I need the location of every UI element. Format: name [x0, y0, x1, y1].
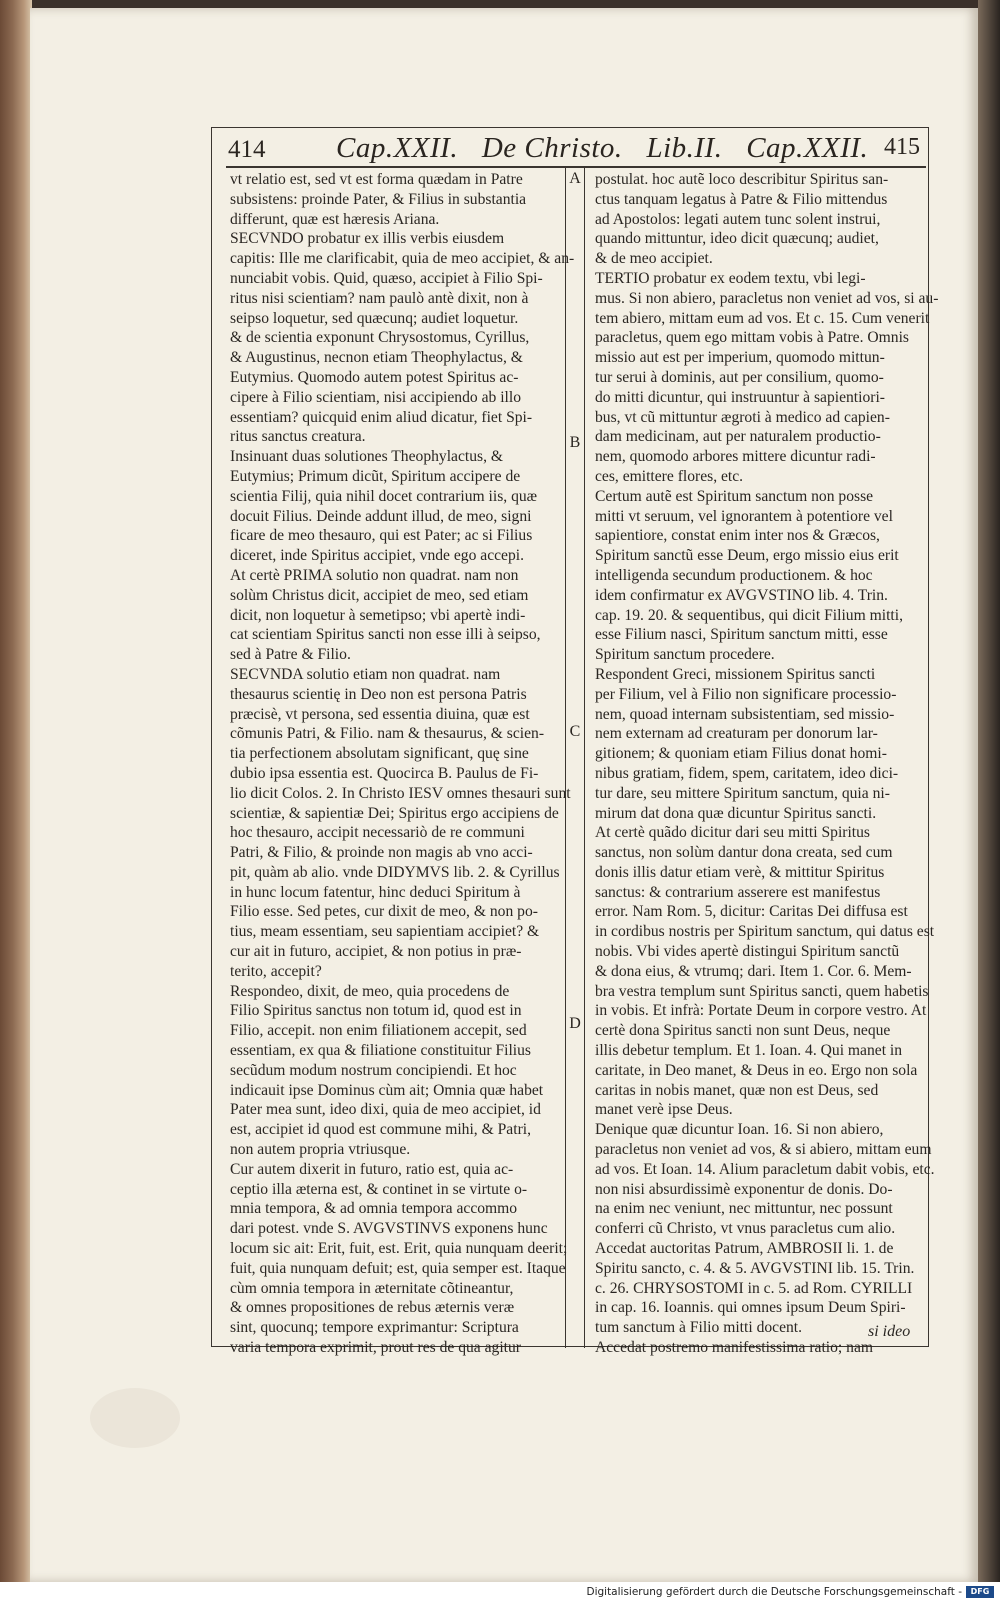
- text-line: tur dare, seu mittere Spiritum sanctum, quia ni-: [595, 784, 890, 802]
- text-line: Denique quæ dicuntur Ioan. 16. Si non abiero,: [595, 1121, 884, 1139]
- text-line: Certum autẽ est Spiritum sanctum non posse: [595, 487, 874, 505]
- text-line: est, accipiet id quod est commune mihi, & Patri,: [230, 1121, 531, 1139]
- running-title-part: Cap.XXII.: [336, 132, 459, 164]
- margin-mark: A: [569, 170, 581, 187]
- text-line: intelligenda secundum productionem. & hoc: [595, 566, 873, 584]
- text-line: sint, quocunq; tempore exprimantur: Scriptura: [230, 1319, 519, 1337]
- text-line: Filio, accepit. non enim filiationem accepit, sed: [230, 1022, 527, 1040]
- text-line: paracletus non veniet ad vos, & si abiero, mittam eum: [595, 1141, 932, 1159]
- text-line: TERTIO probatur ex eodem textu, vbi legi-: [595, 269, 866, 287]
- text-line: caritate, in Deo manet, & Deus in eo. Ergo non sola: [595, 1061, 918, 1079]
- page-edge: [978, 0, 1000, 1582]
- text-line: cap. 19. 20. & sequentibus, qui dicit Filium mitti,: [595, 606, 903, 624]
- text-line: c. 26. CHRYSOSTOMI in c. 5. ad Rom. CYRILLI: [595, 1279, 913, 1297]
- text-line: essentiam? quicquid enim aliud dicatur, fiet Spi-: [230, 408, 533, 426]
- text-line: terito, accepit?: [230, 962, 322, 980]
- text-line: lio dicit Colos. 2. In Christo IESV omnes thesauri sunt: [230, 784, 571, 802]
- text-line: & de scientia exponunt Chrysostomus, Cyrillus,: [230, 329, 530, 347]
- text-line: Eutymius; Primum dicũt, Spiritum accipere de: [230, 467, 521, 485]
- running-title-part: Lib.II.: [646, 132, 723, 164]
- text-line: seipso loquetur, sed quæcunq; audiet loquetur.: [230, 309, 519, 327]
- text-line: cat scientiam Spiritus sancti non esse illi à seipso,: [230, 626, 541, 644]
- footer-bar: [0, 1582, 1000, 1603]
- text-line: Spiritum sanctum procedere.: [595, 646, 775, 664]
- text-line: locum sic ait: Erit, fuit, est. Erit, quia nunquam deerit;: [230, 1240, 568, 1258]
- text-line: solùm Christus dicit, accipiet de meo, sed etiam: [230, 586, 529, 604]
- text-line: ad Apostolos: legati autem tunc solent instrui,: [595, 210, 881, 228]
- book-spine: [0, 0, 32, 1582]
- text-line: mus. Si non abiero, paracletus non veniet ad vos, si au-: [595, 289, 939, 307]
- margin-mark: D: [569, 1015, 581, 1032]
- text-line: cõmunis Patri, & Filio. nam & thesaurus, & scien-: [230, 725, 545, 743]
- text-line: varia tempora exprimit, prout res de qua agitur: [230, 1339, 521, 1357]
- text-line: ceptio illa æterna est, & continet in se virtute o-: [230, 1180, 528, 1198]
- text-line: ficare de meo thesauro, qui est Pater; ac si Filius: [230, 527, 533, 545]
- text-line: Respondent Greci, missionem Spiritus sancti: [595, 665, 876, 683]
- text-line: idem confirmatur ex AVGVSTINO lib. 4. Trin.: [595, 586, 888, 604]
- margin-gutter: [565, 168, 585, 1348]
- text-line: do mitti dicuntur, qui instruuntur à sapientiori-: [595, 388, 885, 406]
- text-line: nem, quomodo arbores mittere dicuntur radi-: [595, 448, 876, 466]
- text-line: esse Filium nasci, Spiritum sanctum mitti, esse: [595, 626, 888, 644]
- text-line: præcisè, vt persona, sed essentia diuina, quæ est: [230, 705, 530, 723]
- text-line: cipere à Filio scientiam, nisi accipiendo ab illo: [230, 388, 521, 406]
- text-line: in vobis. Et infrà: Portate Deum in corpore vestro. At: [595, 1002, 927, 1020]
- text-line: thesaurus scientię in Deo non est persona Patris: [230, 685, 527, 703]
- text-line: dicit, non loquetur à semetipso; vbi apertè indi-: [230, 606, 526, 624]
- running-title: [336, 132, 869, 165]
- page-number-right: 415: [884, 134, 920, 160]
- text-line: & Augustinus, necnon etiam Theophylactus, &: [230, 349, 523, 367]
- text-line: capitis: Ille me clarificabit, quia de meo accipiet, & an-: [230, 250, 575, 268]
- text-line: docuit Filius. Deinde addunt illud, de meo, signi: [230, 507, 532, 525]
- text-line: SECVNDO probatur ex illis verbis eiusdem: [230, 230, 505, 248]
- text-line: vt relatio est, sed vt est forma quædam in Patre: [230, 171, 523, 188]
- text-line: non autem propria vtriusque.: [230, 1141, 411, 1159]
- text-line: diceret, inde Spiritus accipiet, vnde ego accepi.: [230, 547, 524, 565]
- margin-mark: B: [569, 434, 581, 451]
- text-line: tia perfectionem absolutam significant, quę sine: [230, 745, 529, 763]
- catchword: si ideo: [868, 1323, 911, 1340]
- text-line: scientia Filij, quia nihil docet contrarium iis, quæ: [230, 487, 538, 505]
- text-line: nem externam ad creaturam per donorum lar-: [595, 725, 878, 743]
- text-line: subsistens: proinde Pater, & Filius in substantia: [230, 190, 527, 208]
- page-number-left: 414: [228, 136, 266, 163]
- text-line: ritus nisi scientiam? nam paulò antè dixit, non à: [230, 289, 529, 307]
- text-line: At certè quãdo dicitur dari seu mitti Spiritus: [595, 824, 870, 842]
- text-line: & de meo accipiet.: [595, 250, 713, 268]
- text-line: Eutymius. Quomodo autem potest Spiritus ac-: [230, 368, 519, 386]
- text-line: Accedat auctoritas Patrum, AMBROSII li. 1. de: [595, 1240, 894, 1258]
- text-line: sanctus: & contrarium asserere est manifestus: [595, 883, 881, 901]
- running-title-part: Cap.XXII.: [746, 132, 869, 164]
- text-line: tem abiero, mittam eum ad vos. Et c. 15. Cum venerit: [595, 309, 930, 327]
- text-line: tius, meam essentiam, seu sapientiam accipiet? &: [230, 923, 540, 941]
- text-line: essentiam, ex qua & filiatione constituitur Filius: [230, 1042, 532, 1060]
- left-text-column: [230, 170, 575, 1357]
- text-line: in hunc locum fatentur, hinc deduci Spiritum à: [230, 883, 521, 901]
- text-line: mnia tempora, & ad omnia tempora accommo: [230, 1200, 518, 1218]
- text-line: manet verè ipse Deus.: [595, 1101, 733, 1119]
- text-line: nibus gratiam, fidem, spem, caritatem, ideo dici-: [595, 764, 899, 782]
- text-line: dam medicinam, aut per naturalem productio-: [595, 428, 881, 446]
- text-line: tum sanctum à Filio mitti docent.: [595, 1319, 803, 1337]
- text-line: error. Nam Rom. 5, dicitur: Caritas Dei diffusa est: [595, 903, 908, 921]
- text-line: tur serui à dominis, aut per consilium, quomo-: [595, 368, 884, 386]
- text-line: scientiæ, & sapientiæ Dei; Spiritus ergo accipiens de: [230, 804, 559, 822]
- text-line: dubio ipsa essentia est. Quocirca B. Paulus de Fi-: [230, 764, 539, 782]
- text-line: per Filium, vel à Filio non significare processio-: [595, 685, 897, 703]
- text-line: ctus tanquam legatus à Patre & Filio mittendus: [595, 190, 888, 208]
- dfg-logo: DFG: [966, 1586, 994, 1598]
- text-line: nunciabit vobis. Quid, quæso, accipiet à Filio Spi-: [230, 269, 543, 287]
- text-line: mitti vt seruum, vel ignorantem à potentiore vel: [595, 507, 893, 525]
- text-line: indicauit ipse Dominus cùm ait; Omnia quæ habet: [230, 1081, 544, 1099]
- text-line: in cap. 16. Ioannis. qui omnes ipsum Deum Spiri-: [595, 1299, 906, 1317]
- text-line: & dona eius, & vtrumq; dari. Item 1. Cor. 6. Mem-: [595, 962, 912, 980]
- text-line: paracletus, quem ego mittam vobis à Patre. Omnis: [595, 329, 909, 347]
- text-line: conferri cũ Christo, vt vnus paracletus cum alio.: [595, 1220, 896, 1238]
- text-line: bra vestra templum sunt Spiritus sancti, quem habetis: [595, 982, 929, 1000]
- text-line: na enim nec veniunt, nec mittuntur, nec possunt: [595, 1200, 893, 1218]
- text-line: quando mittuntur, ideo dicit quæcunq; audiet,: [595, 230, 879, 248]
- text-line: ritus sanctus creatura.: [230, 428, 366, 446]
- text-line: ces, emittere flores, etc.: [595, 467, 744, 485]
- text-line: certè dona Spiritus sancti non sunt Deus, neque: [595, 1022, 891, 1040]
- text-line: & omnes propositiones de rebus æternis veræ: [230, 1299, 515, 1317]
- text-line: postulat. hoc autẽ loco describitur Spiritus san-: [595, 171, 889, 188]
- text-line: fuit, quia nunquam defuit; est, quia semper est. Itaque: [230, 1259, 566, 1277]
- text-line: Patri, & Filio, & proinde non magis ab vno acci-: [230, 844, 533, 862]
- text-line: in cordibus nostris per Spiritum sanctum, qui datus est: [595, 923, 935, 941]
- funding-notice: Digitalisierung gefördert durch die Deutsche Forschungsgemeinschaft -: [586, 1586, 962, 1598]
- text-line: sed à Patre & Filio.: [230, 646, 351, 664]
- text-line: sapientiore, constat enim inter nos & Græcos,: [595, 527, 880, 545]
- text-line: hoc thesauro, accipit necessariò de re communi: [230, 824, 525, 842]
- text-line: donis illis datur etiam verè, & mittitur Spiritus: [595, 863, 885, 881]
- text-line: SECVNDA solutio etiam non quadrat. nam: [230, 665, 501, 683]
- text-line: dari potest. vnde S. AVGVSTINVS exponens hunc: [230, 1220, 548, 1238]
- running-header: [226, 132, 924, 166]
- text-line: missio aut est per imperium, quomodo mittun-: [595, 349, 885, 367]
- margin-mark: C: [569, 723, 581, 740]
- text-line: pit, quàm ab alio. vnde DIDYMVS lib. 2. & Cyrillus: [230, 863, 560, 881]
- text-line: Filio Spiritus sanctus non totum id, quod est in: [230, 1002, 522, 1020]
- text-line: illis debetur templum. Et 1. Ioan. 4. Qui manet in: [595, 1042, 903, 1060]
- text-line: secũdum modum nostrum concipiendi. Et hoc: [230, 1061, 517, 1079]
- text-line: Insinuant duas solutiones Theophylactus, &: [230, 448, 504, 466]
- text-line: nem, quoad internam subsistentiam, sed missio-: [595, 705, 895, 723]
- text-line: non nisi absurdissimè exponentur de donis. Do-: [595, 1180, 893, 1198]
- right-text-column: [595, 170, 939, 1357]
- text-line: sanctus, non solùm dantur dona creata, sed cum: [595, 844, 893, 862]
- text-line: Spiritum sanctũ esse Deum, ergo missio eius erit: [595, 547, 899, 565]
- paper-stain: [90, 1388, 180, 1448]
- text-line: Pater mea sunt, ideo dixi, quia de meo accipiet, id: [230, 1101, 541, 1119]
- text-line: Filio esse. Sed petes, cur dixit de meo, & non po-: [230, 903, 538, 921]
- text-line: caritas in nobis manet, quæ non est Deus, sed: [595, 1081, 879, 1099]
- text-line: ad vos. Et Ioan. 14. Alium paracletum dabit vobis, etc.: [595, 1160, 935, 1178]
- text-line: differunt, quæ est hæresis Ariana.: [230, 210, 440, 228]
- text-line: Cur autem dixerit in futuro, ratio est, quia ac-: [230, 1160, 514, 1178]
- text-line: cur ait in futuro, accipiet, & non potius in præ-: [230, 943, 522, 961]
- running-title-part: De Christo.: [481, 132, 623, 164]
- text-line: Accedat postremo manifestissima ratio; nam: [595, 1339, 874, 1357]
- text-line: bus, vt cũ mittuntur ægroti à medico ad capien-: [595, 408, 890, 426]
- text-line: mirum dat dona quæ dicuntur Spiritus sancti.: [595, 804, 877, 822]
- text-line: cùm omnia tempora in æternitate cõtineantur,: [230, 1279, 514, 1297]
- text-line: nobis. Vbi vides apertè distingui Spiritum sanctũ: [595, 943, 900, 961]
- text-line: Respondeo, dixit, de meo, quia procedens de: [230, 982, 510, 1000]
- text-line: gitionem; & quoniam etiam Filius donat homi-: [595, 745, 887, 763]
- text-line: Spiritu sancto, c. 4. & 5. AVGVSTINI lib. 15. Trin.: [595, 1259, 915, 1277]
- text-line: At certè PRIMA solutio non quadrat. nam non: [230, 566, 519, 584]
